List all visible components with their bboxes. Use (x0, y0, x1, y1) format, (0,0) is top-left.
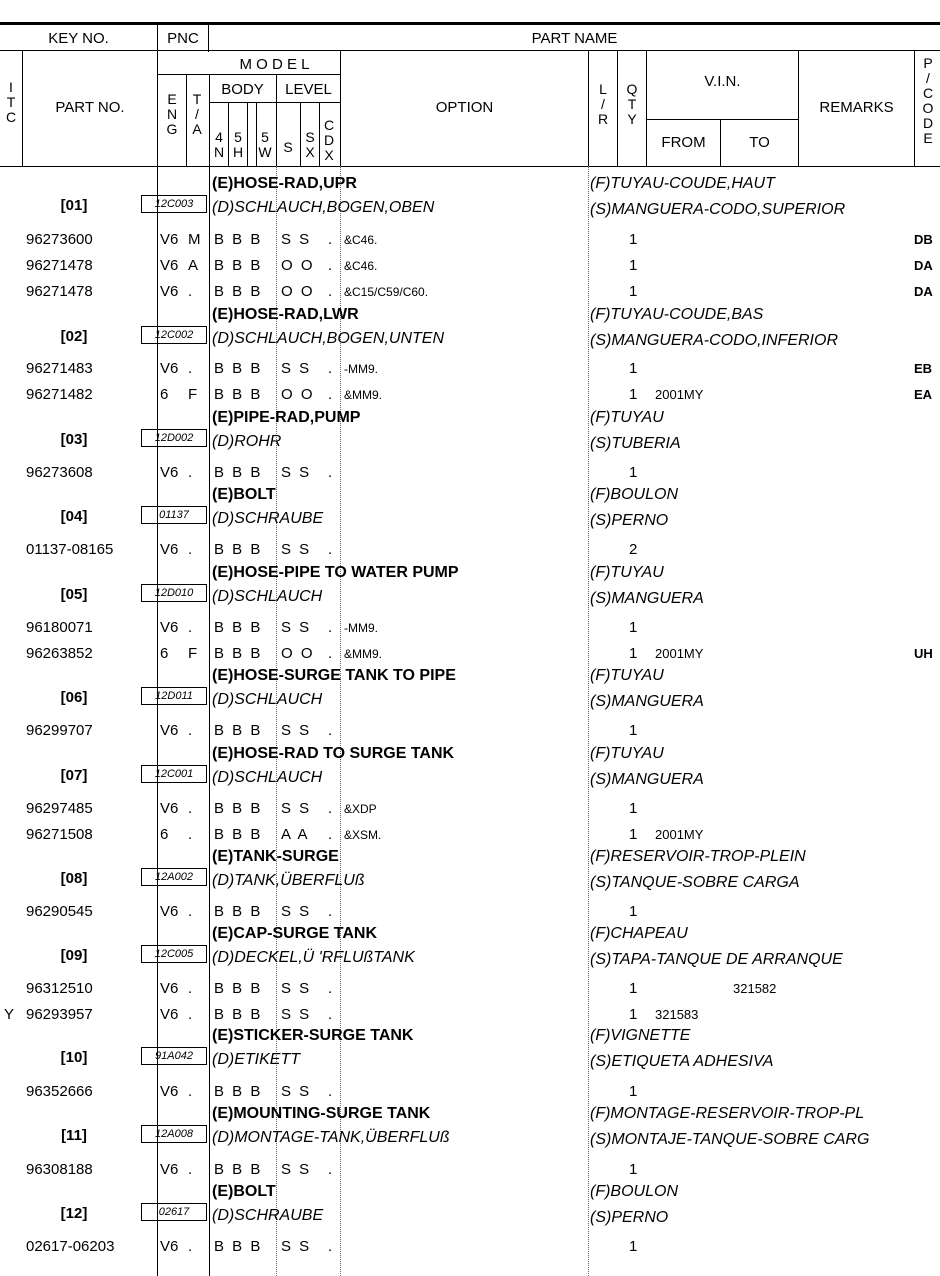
top-rule (0, 22, 940, 25)
part-name-fr: (F)TUYAU (590, 409, 664, 426)
quantity: 1 (629, 645, 638, 662)
body-sep (209, 166, 210, 1276)
part-name-es: (S)MANGUERA (590, 693, 704, 710)
quantity: 1 (629, 826, 638, 843)
header-body-4n: 4 N (213, 129, 225, 160)
part-name-es: (S)MANGUERA (590, 590, 704, 607)
part-name-en: (E)HOSE-RAD,LWR (212, 306, 359, 323)
level-codes: S S (281, 1006, 312, 1023)
part-name-en: (E)CAP-SURGE TANK (212, 925, 378, 942)
level-codes: O O (281, 257, 315, 274)
vin-to: 321582 (733, 981, 777, 996)
header-to: TO (749, 134, 770, 151)
body-codes: B B B (214, 1083, 263, 1100)
header-level-sx: S X (305, 129, 315, 160)
pnc-box: 02617 (141, 1203, 207, 1221)
part-number: 96352666 (26, 1083, 93, 1100)
part-number: 96312510 (26, 980, 93, 997)
header-ta: T / A (192, 91, 202, 137)
part-name-de: (D)SCHLAUCH,BOGEN,UNTEN (212, 330, 445, 347)
level-cdx: . (328, 619, 333, 636)
header-bottom-rule (0, 166, 940, 167)
eng-code: V6 (160, 980, 179, 997)
level-codes: S S (281, 360, 312, 377)
level-codes: O O (281, 386, 315, 403)
product-code: DB (914, 232, 933, 247)
body-codes: B B B (214, 386, 263, 403)
part-name-es: (S)MANGUERA-CODO,SUPERIOR (590, 201, 846, 218)
pnc-box: 12C002 (141, 326, 207, 344)
product-code: UH (914, 646, 933, 661)
eng-code: V6 (160, 257, 179, 274)
part-name-en: (E)BOLT (212, 1183, 276, 1200)
header-model: M O D E L (239, 56, 310, 73)
body-codes: B B B (214, 360, 263, 377)
part-name-en: (E)HOSE-RAD TO SURGE TANK (212, 745, 455, 762)
part-name-fr: (F)TUYAU (590, 745, 664, 762)
header-sep (617, 50, 618, 166)
group-key: [09] (60, 947, 88, 964)
part-number: 96180071 (26, 619, 93, 636)
eng-code: 6 (160, 386, 169, 403)
level-codes: O O (281, 283, 315, 300)
body-codes: B B B (214, 980, 263, 997)
level-cdx: . (328, 283, 333, 300)
part-name-es: (S)MANGUERA-CODO,INFERIOR (590, 332, 838, 349)
model-rule (157, 74, 340, 75)
header-sep (914, 50, 915, 166)
quantity: 1 (629, 360, 638, 377)
level-cdx: . (328, 360, 333, 377)
quantity: 1 (629, 980, 638, 997)
model-sep (186, 74, 187, 166)
level-cdx: . (328, 541, 333, 558)
part-name-de: (D)DECKEL,Ü 'RFLUßTANK (212, 949, 415, 966)
level-cdx: . (328, 645, 333, 662)
body-codes: B B B (214, 1238, 263, 1255)
body-codes: B B B (214, 826, 263, 843)
part-name-de: (D)MONTAGE-TANK,ÜBERFLUß (212, 1129, 450, 1146)
header-lr: L / R (597, 81, 609, 127)
level-cdx: . (328, 1161, 333, 1178)
level-codes: S S (281, 619, 312, 636)
pnc-box: 12D010 (141, 584, 207, 602)
part-name-de: (D)TANK,ÜBERFLUß (212, 872, 365, 889)
part-name-es: (S)TUBERIA (590, 435, 681, 452)
part-name-fr: (F)RESERVOIR-TROP-PLEIN (590, 848, 806, 865)
quantity: 1 (629, 1083, 638, 1100)
part-name-de: (D)SCHRAUBE (212, 1207, 324, 1224)
part-number: 96271482 (26, 386, 93, 403)
part-number: 96308188 (26, 1161, 93, 1178)
group-key: [05] (60, 586, 88, 603)
body-codes: B B B (214, 541, 263, 558)
model-sep (256, 102, 257, 166)
body-codes: B B B (214, 283, 263, 300)
ta-code: . (188, 1083, 193, 1100)
header-option: OPTION (435, 99, 494, 116)
header-qty: Q T Y (626, 81, 638, 127)
header-part-no: PART NO. (55, 99, 125, 116)
part-name-es: (S)MONTAJE-TANQUE-SOBRE CARG (590, 1131, 870, 1148)
eng-code: V6 (160, 541, 179, 558)
eng-code: V6 (160, 1006, 179, 1023)
eng-code: V6 (160, 283, 179, 300)
part-name-de: (D)SCHLAUCH (212, 691, 323, 708)
ta-code: . (188, 980, 193, 997)
quantity: 1 (629, 283, 638, 300)
quantity: 1 (629, 231, 638, 248)
part-name-de: (D)ETIKETT (212, 1051, 300, 1068)
level-cdx: . (328, 1238, 333, 1255)
ta-code: . (188, 1238, 193, 1255)
quantity: 1 (629, 386, 638, 403)
body-codes: B B B (214, 619, 263, 636)
header-remarks: REMARKS (819, 99, 894, 116)
header-body-5w: 5 W (258, 129, 272, 160)
level-codes: S S (281, 231, 312, 248)
option-code: &C15/C59/C60. (344, 285, 429, 299)
header-pcode: P / C O D E (922, 55, 934, 146)
level-cdx: . (328, 800, 333, 817)
part-name-fr: (F)TUYAU (590, 564, 664, 581)
pnc-box: 12A002 (141, 868, 207, 886)
quantity: 1 (629, 464, 638, 481)
model-sep (300, 102, 301, 166)
model-sep (247, 102, 248, 166)
option-code: &XDP (344, 802, 377, 816)
group-key: [11] (61, 1127, 87, 1144)
pnc-box: 12C001 (141, 765, 207, 783)
level-codes: S S (281, 722, 312, 739)
level-codes: A A (281, 826, 310, 843)
ta-code: . (188, 283, 193, 300)
part-number: 96271478 (26, 283, 93, 300)
ta-code: . (188, 464, 193, 481)
vin-from: 2001MY (655, 827, 704, 842)
option-code: &C46. (344, 259, 378, 273)
level-cdx: . (328, 1006, 333, 1023)
option-code: -MM9. (344, 362, 378, 376)
quantity: 1 (629, 257, 638, 274)
part-number: 96273608 (26, 464, 93, 481)
level-codes: S S (281, 541, 312, 558)
level-cdx: . (328, 231, 333, 248)
ta-code: . (188, 800, 193, 817)
part-name-es: (S)TAPA-TANQUE DE ARRANQUE (590, 951, 843, 968)
level-codes: S S (281, 980, 312, 997)
option-code: &MM9. (344, 647, 383, 661)
part-name-en: (E)HOSE-RAD,UPR (212, 175, 357, 192)
quantity: 1 (629, 1238, 638, 1255)
part-name-fr: (F)BOULON (590, 486, 678, 503)
body-sep-dotted (588, 166, 589, 1276)
level-cdx: . (328, 903, 333, 920)
group-key: [03] (60, 431, 88, 448)
quantity: 1 (629, 722, 638, 739)
group-key: [12] (60, 1205, 88, 1222)
eng-code: V6 (160, 1083, 179, 1100)
eng-code: V6 (160, 464, 179, 481)
level-codes: S S (281, 1083, 312, 1100)
pnc-box: 12C005 (141, 945, 207, 963)
body-codes: B B B (214, 257, 263, 274)
group-key: [01] (60, 197, 88, 214)
quantity: 1 (629, 619, 638, 636)
part-name-fr: (F)BOULON (590, 1183, 678, 1200)
part-name-fr: (F)CHAPEAU (590, 925, 688, 942)
part-number: 96273600 (26, 231, 93, 248)
pnc-box: 12D002 (141, 429, 207, 447)
quantity: 1 (629, 1006, 638, 1023)
part-name-fr: (F)VIGNETTE (590, 1027, 691, 1044)
header-body-5h: 5 H (232, 129, 244, 160)
part-name-es: (S)PERNO (590, 512, 669, 529)
part-name-en: (E)STICKER-SURGE TANK (212, 1027, 414, 1044)
body-codes: B B B (214, 645, 263, 662)
level-codes: S S (281, 1238, 312, 1255)
level-cdx: . (328, 722, 333, 739)
header-pnc: PNC (167, 30, 199, 47)
eng-code: V6 (160, 1161, 179, 1178)
level-cdx: . (328, 1083, 333, 1100)
pnc-box: 01137 (141, 506, 207, 524)
part-name-fr: (F)MONTAGE-RESERVOIR-TROP-PL (590, 1105, 865, 1122)
option-code: -MM9. (344, 621, 378, 635)
header-sub-rule (0, 50, 940, 51)
eng-code: V6 (160, 903, 179, 920)
part-name-es: (S)TANQUE-SOBRE CARGA (590, 874, 800, 891)
body-codes: B B B (214, 722, 263, 739)
product-code: EB (914, 361, 933, 376)
product-code: EA (914, 387, 933, 402)
part-name-en: (E)TANK-SURGE (212, 848, 339, 865)
ta-code: A (188, 257, 199, 274)
pnc-box: 12D011 (141, 687, 207, 705)
part-name-de: (D)SCHLAUCH (212, 769, 323, 786)
ta-code: . (188, 360, 193, 377)
option-code: &C46. (344, 233, 378, 247)
ta-code: . (188, 1006, 193, 1023)
product-code: DA (914, 258, 933, 273)
group-key: [02] (60, 328, 88, 345)
option-code: &MM9. (344, 388, 383, 402)
part-number: 96271508 (26, 826, 93, 843)
level-cdx: . (328, 464, 333, 481)
level-cdx: . (328, 826, 333, 843)
part-name-en: (E)MOUNTING-SURGE TANK (212, 1105, 431, 1122)
model-sep (228, 102, 229, 166)
part-number: 96299707 (26, 722, 93, 739)
group-key: [06] (60, 689, 88, 706)
eng-code: V6 (160, 619, 179, 636)
product-code: DA (914, 284, 933, 299)
part-number: 96297485 (26, 800, 93, 817)
part-name-fr: (F)TUYAU (590, 667, 664, 684)
header-level-s: S (283, 139, 293, 155)
pnc-box: 91A042 (141, 1047, 207, 1065)
header-level-cdx: C D X (323, 117, 335, 163)
model-sep (319, 102, 320, 166)
vin-from: 2001MY (655, 646, 704, 661)
header-sep (588, 50, 589, 166)
part-number: 96263852 (26, 645, 93, 662)
eng-code: V6 (160, 360, 179, 377)
part-number: 96290545 (26, 903, 93, 920)
body-codes: B B B (214, 231, 263, 248)
body-codes: B B B (214, 903, 263, 920)
vin-from: 321583 (655, 1007, 699, 1022)
part-name-de: (D)SCHLAUCH (212, 588, 323, 605)
part-name-de: (D)ROHR (212, 433, 282, 450)
header-part-name: PART NAME (531, 30, 618, 47)
quantity: 1 (629, 800, 638, 817)
eng-code: V6 (160, 1238, 179, 1255)
header-level: LEVEL (285, 81, 332, 98)
vin-rule (646, 119, 798, 120)
pnc-box: 12C003 (141, 195, 207, 213)
header-key-no: KEY NO. (48, 30, 109, 47)
part-name-es: (S)PERNO (590, 1209, 669, 1226)
level-cdx: . (328, 257, 333, 274)
group-key: [10] (60, 1049, 88, 1066)
ta-code: . (188, 722, 193, 739)
level-cdx: . (328, 386, 333, 403)
part-name-de: (D)SCHLAUCH,BOGEN,OBEN (212, 199, 435, 216)
header-from: FROM (661, 134, 706, 151)
eng-code: 6 (160, 645, 169, 662)
part-number: 96271478 (26, 257, 93, 274)
ta-code: M (188, 231, 201, 248)
level-codes: O O (281, 645, 315, 662)
body-codes: B B B (214, 1161, 263, 1178)
level-codes: S S (281, 1161, 312, 1178)
part-name-en: (E)HOSE-SURGE TANK TO PIPE (212, 667, 456, 684)
part-number: 01137-08165 (26, 541, 114, 558)
part-name-en: (E)PIPE-RAD,PUMP (212, 409, 361, 426)
body-codes: B B B (214, 464, 263, 481)
ta-code: . (188, 619, 193, 636)
ta-code: F (188, 386, 198, 403)
part-name-en: (E)HOSE-PIPE TO WATER PUMP (212, 564, 459, 581)
ta-code: . (188, 903, 193, 920)
quantity: 2 (629, 541, 638, 558)
ta-code: F (188, 645, 198, 662)
part-name-de: (D)SCHRAUBE (212, 510, 324, 527)
eng-code: V6 (160, 231, 179, 248)
option-code: &XSM. (344, 828, 382, 842)
itc-flag: Y (4, 1006, 15, 1023)
part-name-es: (S)ETIQUETA ADHESIVA (590, 1053, 774, 1070)
level-cdx: . (328, 980, 333, 997)
body-codes: B B B (214, 800, 263, 817)
part-number: 02617-06203 (26, 1238, 115, 1255)
vin-from: 2001MY (655, 387, 704, 402)
quantity: 1 (629, 1161, 638, 1178)
body-codes: B B B (214, 1006, 263, 1023)
part-name-fr: (F)TUYAU-COUDE,HAUT (590, 175, 775, 192)
header-eng: E N G (166, 91, 178, 137)
eng-code: V6 (160, 800, 179, 817)
level-codes: S S (281, 903, 312, 920)
part-name-es: (S)MANGUERA (590, 771, 704, 788)
level-codes: S S (281, 464, 312, 481)
level-codes: S S (281, 800, 312, 817)
part-number: 96293957 (26, 1006, 93, 1023)
part-name-en: (E)BOLT (212, 486, 276, 503)
ta-code: . (188, 541, 193, 558)
group-key: [07] (60, 767, 88, 784)
ta-code: . (188, 826, 193, 843)
eng-code: V6 (160, 722, 179, 739)
part-number: 96271483 (26, 360, 93, 377)
pnc-box: 12A008 (141, 1125, 207, 1143)
header-itc: I T C (5, 79, 17, 125)
header-body: BODY (221, 81, 264, 98)
header-vin: V.I.N. (704, 73, 741, 90)
part-name-fr: (F)TUYAU-COUDE,BAS (590, 306, 764, 323)
group-key: [08] (60, 870, 88, 887)
eng-code: 6 (160, 826, 169, 843)
ta-code: . (188, 1161, 193, 1178)
quantity: 1 (629, 903, 638, 920)
group-key: [04] (60, 508, 88, 525)
